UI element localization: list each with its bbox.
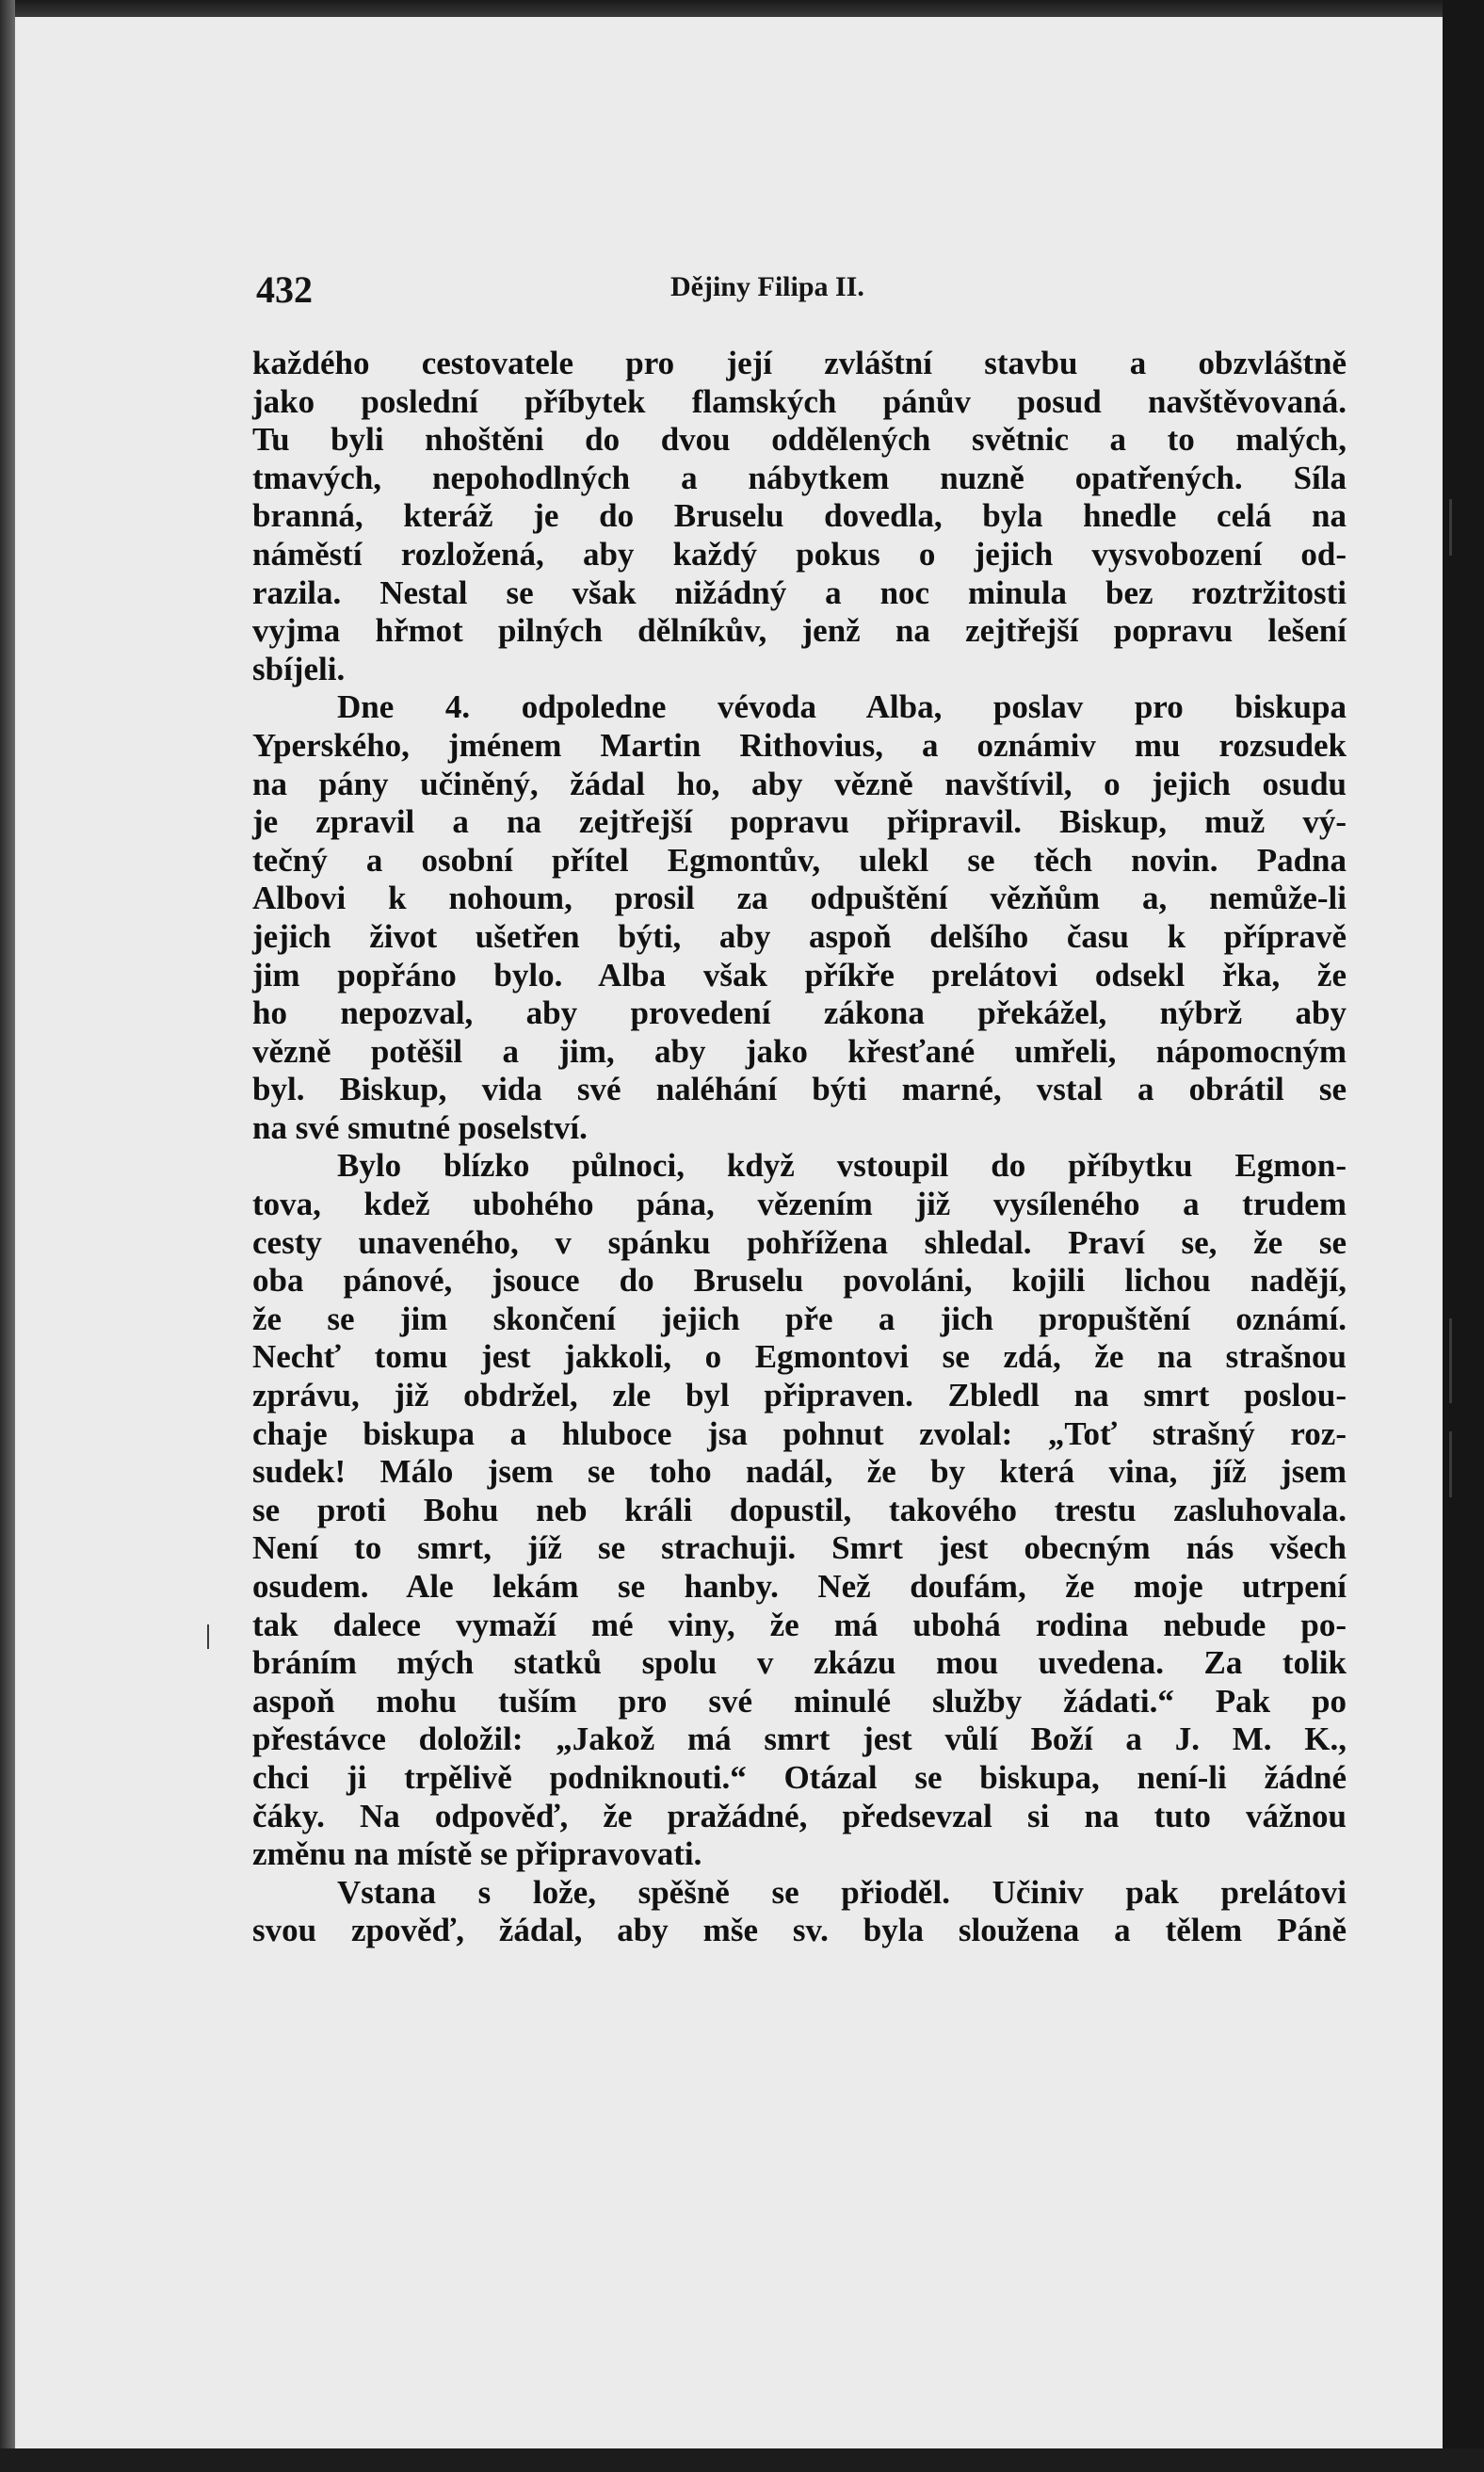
text-line: se proti Bohu neb králi dopustil, takového trestu zasluhovala. (252, 1491, 1347, 1528)
text-line: branná, kteráž je do Bruselu dovedla, byla hnedle celá na (252, 497, 1347, 535)
text-line: tečný a osobní přítel Egmontův, ulekl se těch novin. Padna (252, 841, 1347, 879)
text-line: sudek! Málo jsem se toho nadál, že by která vina, jíž jsem (252, 1453, 1347, 1491)
text-line: tova, kdež ubohého pána, vězením již vysíleného a trudem (252, 1186, 1347, 1223)
text-line: bráním mých statků spolu v zkázu mou uvedena. Za tolik (252, 1644, 1347, 1682)
text-line: Yperského, jménem Martin Rithovius, a oznámiv mu rozsudek (252, 726, 1347, 764)
body-text (252, 345, 1347, 1950)
text-line: čáky. Na odpověď, že pražádné, předsevzal si na tuto vážnou (252, 1797, 1347, 1834)
text-line: že se jim skončení jejich pře a jich propuštění oznámí. (252, 1300, 1347, 1337)
text-line: Dne 4. odpoledne vévoda Alba, poslav pro biskupa (337, 688, 1347, 726)
text-line: jako poslední příbytek flamských pánův posud navštěvovaná. (252, 382, 1347, 420)
text-line: jejich život ušetřen býti, aby aspoň delšího času k přípravě (252, 917, 1347, 955)
text-line: tmavých, nepohodlných a nábytkem nuzně opatřených. Síla (252, 459, 1347, 496)
margin-mark (1449, 1431, 1452, 1497)
margin-mark (1449, 499, 1452, 556)
text-line: každého cestovatele pro její zvláštní stavbu a obzvláštně (252, 345, 1347, 381)
text-line: Bylo blízko půlnoci, když vstoupil do příbytku Egmon- (337, 1147, 1347, 1185)
text-line: náměstí rozložená, aby každý pokus o jejich vysvobození od- (252, 535, 1347, 573)
text-line: cesty unaveného, v spánku pohřížena shledal. Praví se, že se (252, 1223, 1347, 1261)
text-line: ho nepozval, aby provedení zákona překážel, nýbrž aby (252, 994, 1347, 1032)
text-line: na pány učiněný, žádal ho, aby vězně navštívil, o jejich osudu (252, 765, 1347, 802)
text-line: sbíjeli. (252, 650, 346, 687)
text-line: osudem. Ale lekám se hanby. Než doufám, že moje utrpení (252, 1568, 1347, 1605)
text-line: Albovi k nohoum, prosil za odpuštění vězňům a, nemůže-li (252, 880, 1347, 917)
text-line: přestávce doložil: „Jakož má smrt jest vůlí Boží a J. M. K., (252, 1721, 1347, 1758)
text-line: oba pánové, jsouce do Bruselu povoláni, kojili lichou nadějí, (252, 1262, 1347, 1300)
scan-left-edge (0, 0, 15, 2472)
text-line: Tu byli nhoštěni do dvou oddělených světnic a to malých, (252, 421, 1347, 459)
text-line: zprávu, již obdržel, zle byl připraven. Zbledl na smrt poslou- (252, 1377, 1347, 1414)
text-line: jim popřáno bylo. Alba však příkře prelátovi odsekl řka, že (252, 956, 1347, 994)
page-number: 432 (256, 268, 313, 311)
text-line: chaje biskupa a hluboce jsa pohnut zvolal: „Toť strašný roz- (252, 1414, 1347, 1452)
text-line: Vstana s lože, spěšně se přioděl. Učiniv pak prelátovi (337, 1873, 1347, 1911)
text-line: na své smutné poselství. (252, 1108, 588, 1146)
margin-mark (1449, 1318, 1452, 1403)
margin-mark (207, 1624, 209, 1649)
scan-right-edge (1443, 0, 1484, 2472)
scan-top-edge (0, 0, 1484, 17)
text-line: byl. Biskup, vida své naléhání býti marné, vstal a obrátil se (252, 1071, 1347, 1108)
text-line: Nechť tomu jest jakkoli, o Egmontovi se zdá, že na strašnou (252, 1338, 1347, 1376)
running-head (256, 267, 1348, 315)
running-title: Dějiny Filipa II. (670, 271, 864, 302)
text-line: vyjma hřmot pilných dělníkův, jenž na zejtřejší popravu lešení (252, 612, 1347, 650)
text-line: razila. Nestal se však nižádný a noc minula bez roztržitosti (252, 574, 1347, 611)
text-line: tak dalece vymaží mé viny, že má ubohá rodina nebude po- (252, 1606, 1347, 1643)
text-line: změnu na místě se připravovati. (252, 1835, 702, 1873)
text-line: aspoň mohu tuším pro své minulé služby žádati.“ Pak po (252, 1682, 1347, 1720)
text-line: vězně potěšil a jim, aby jako křesťané umřeli, nápomocným (252, 1032, 1347, 1070)
scan-bottom-edge (0, 2448, 1484, 2472)
text-line: je zpravil a na zejtřejší popravu připravil. Biskup, muž vý- (252, 803, 1347, 841)
text-line: Není to smrt, jíž se strachuji. Smrt jest obecným nás všech (252, 1529, 1347, 1567)
text-line: svou zpověď, žádal, aby mše sv. byla sloužena a tělem Páně (252, 1912, 1347, 1949)
text-line: chci ji trpělivě podniknouti.“ Otázal se biskupa, není-li žádné (252, 1758, 1347, 1796)
